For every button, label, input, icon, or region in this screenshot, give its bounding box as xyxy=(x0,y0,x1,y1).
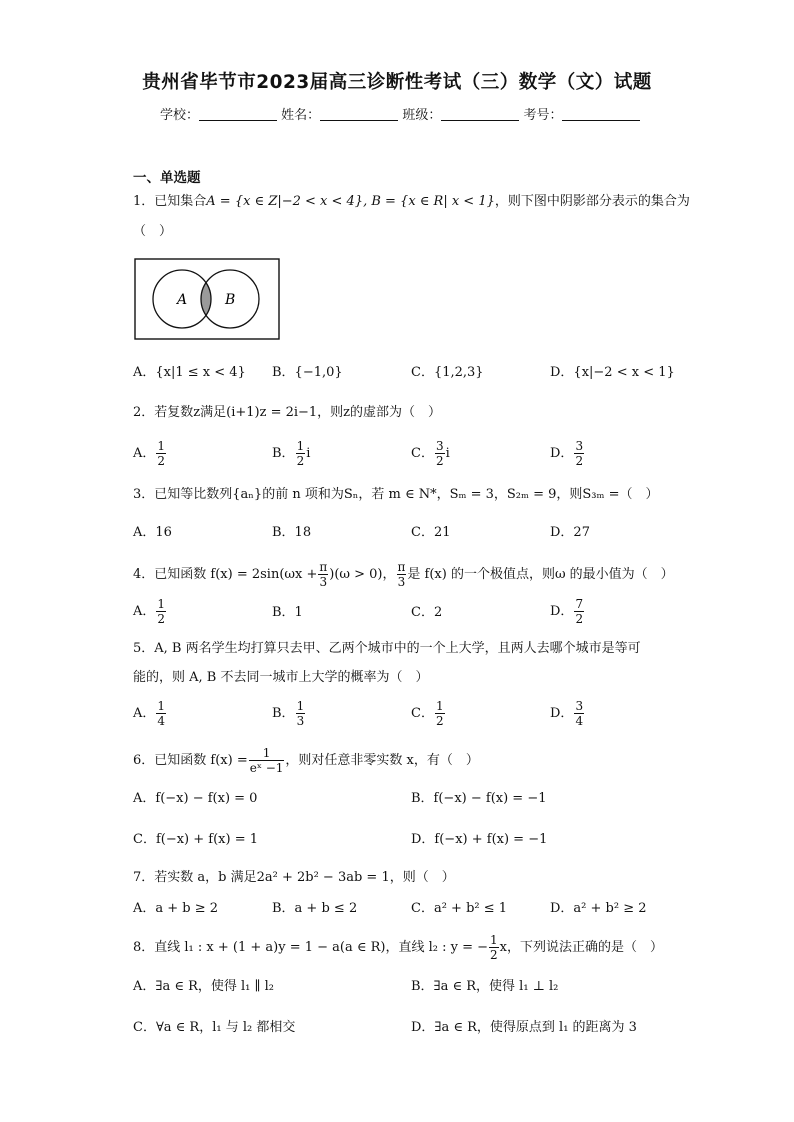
q5-option-d-fraction xyxy=(574,700,584,727)
q7-stem: 7．若实数 a，b 满足2a² + 2b² − 3ab = 1，则（ ） xyxy=(133,870,455,885)
q2-option-c-label: C． xyxy=(411,446,434,461)
q2-option-c[interactable] xyxy=(411,440,450,467)
denominator: 3 xyxy=(296,714,305,728)
school-label: 学校： xyxy=(160,108,200,123)
denominator: eˣ −1 xyxy=(249,761,284,775)
q3-option-c[interactable]: C．21 xyxy=(411,525,451,540)
q2-option-d[interactable] xyxy=(550,440,585,467)
q6-stem xyxy=(133,747,479,774)
denominator: 2 xyxy=(575,612,584,626)
numerator: π xyxy=(319,560,328,574)
q1-paren: （ ） xyxy=(133,224,173,239)
denominator: 2 xyxy=(157,454,166,468)
q4-stem-text: 4．已知函数 f(x) = 2sin(ωx + xyxy=(133,567,318,582)
q1-option-b[interactable]: B．{−1,0} xyxy=(272,365,343,380)
q8-option-a[interactable]: A．∃a ∈ R，使得 l₁ ∥ l₂ xyxy=(133,979,275,994)
venn-label-a: A xyxy=(177,292,188,308)
q8-fraction xyxy=(489,934,499,961)
class-blank[interactable] xyxy=(441,107,519,121)
q2-option-b[interactable] xyxy=(272,440,310,467)
q2-option-a-label: A． xyxy=(133,446,156,461)
numerator: 1 xyxy=(157,597,166,611)
denominator: 4 xyxy=(157,714,166,728)
numerator: 1 xyxy=(157,699,166,713)
q3-option-d[interactable]: D．27 xyxy=(550,525,590,540)
numerator: 3 xyxy=(575,439,584,453)
q1-stem-text: 1．已知集合 xyxy=(133,194,207,209)
numerator: π xyxy=(397,560,406,574)
q6-stem-text: 6．已知函数 f(x) = xyxy=(133,753,248,768)
q5-option-d[interactable] xyxy=(550,700,585,727)
q4-pi-fraction-2 xyxy=(397,561,407,588)
id-blank[interactable] xyxy=(562,107,640,121)
q5-stem-line-1: 5．A, B 两名学生均打算只去甲、乙两个城市中的一个上大学，且两人去哪个城市是等可 xyxy=(133,641,641,656)
q6-fraction xyxy=(249,747,285,774)
class-label: 班级： xyxy=(402,108,442,123)
q3-option-b[interactable]: B．18 xyxy=(272,525,312,540)
q5-option-a-label: A． xyxy=(133,706,156,721)
q4-option-a-label: A． xyxy=(133,604,156,619)
q1-option-a[interactable]: A．{x|1 ≤ x < 4} xyxy=(133,365,246,380)
q1-stem xyxy=(133,193,690,211)
q8-option-d[interactable]: D．∃a ∈ R，使得原点到 l₁ 的距离为 3 xyxy=(411,1020,637,1035)
q7-option-c[interactable]: C．a² + b² ≤ 1 xyxy=(411,901,508,916)
numerator: 1 xyxy=(490,933,498,947)
denominator: 2 xyxy=(575,454,584,468)
q2-stem: 2．若复数z满足(i+1)z = 2i−1，则z的虚部为（ ） xyxy=(133,405,442,420)
q5-option-d-label: D． xyxy=(550,706,574,721)
q8-option-b[interactable]: B．∃a ∈ R，使得 l₁ ⊥ l₂ xyxy=(411,979,559,994)
q7-option-a[interactable]: A．a + b ≥ 2 xyxy=(133,901,219,916)
q4-option-d-label: D． xyxy=(550,604,574,619)
q7-option-d[interactable]: D．a² + b² ≥ 2 xyxy=(550,901,647,916)
q5-option-c-fraction xyxy=(435,700,445,727)
q2-option-c-tail: i xyxy=(445,446,450,461)
id-label: 考号： xyxy=(523,108,563,123)
denominator: 2 xyxy=(490,948,498,962)
q2-option-a[interactable] xyxy=(133,440,167,467)
q4-stem-mid: )(ω > 0)， xyxy=(329,567,396,582)
numerator: 1 xyxy=(435,699,444,713)
denominator: 2 xyxy=(435,714,444,728)
q3-option-a[interactable]: A．16 xyxy=(133,525,172,540)
school-blank[interactable] xyxy=(199,107,277,121)
numerator: 3 xyxy=(435,439,444,453)
section-heading: 一、单选题 xyxy=(133,170,201,186)
q5-stem-line-2: 能的，则 A, B 不去同一城市上大学的概率为（ ） xyxy=(133,670,429,685)
q2-option-d-fraction xyxy=(574,440,584,467)
q2-option-b-label: B． xyxy=(272,446,295,461)
q8-stem xyxy=(133,934,663,961)
numerator: 1 xyxy=(157,439,166,453)
q5-option-a-fraction xyxy=(156,700,166,727)
numerator: 1 xyxy=(296,699,305,713)
q4-pi-fraction xyxy=(318,561,328,588)
numerator: 7 xyxy=(575,597,584,611)
q1-option-c[interactable]: C．{1,2,3} xyxy=(411,365,484,380)
q1-sets: A = {x ∈ Z|−2 < x < 4}, B = {x ∈ R| x < 1} xyxy=(206,194,495,209)
q5-option-c-label: C． xyxy=(411,706,434,721)
q2-option-a-fraction xyxy=(156,440,166,467)
exam-title: 贵州省毕节市2023届高三诊断性考试（三）数学（文）试题 xyxy=(142,72,652,93)
q3-stem: 3．已知等比数列{aₙ}的前 n 项和为Sₙ，若 m ∈ N*，Sₘ = 3，S₂ₘ = 9，则S₃ₘ =（ ） xyxy=(133,487,659,502)
q8-option-c[interactable]: C．∀a ∈ R，l₁ 与 l₂ 都相交 xyxy=(133,1020,296,1035)
q5-option-a[interactable] xyxy=(133,700,167,727)
q7-option-b[interactable]: B．a + b ≤ 2 xyxy=(272,901,358,916)
q2-option-b-fraction xyxy=(296,440,306,467)
q1-stem-tail: ，则下图中阴影部分表示的集合为 xyxy=(494,194,690,209)
q6-option-a[interactable]: A．f(−x) − f(x) = 0 xyxy=(133,791,258,806)
q2-option-c-fraction xyxy=(435,440,445,467)
q8-stem-tail: x，下列说法正确的是（ ） xyxy=(499,940,664,955)
numerator: 1 xyxy=(249,747,285,761)
q5-option-b-fraction xyxy=(296,700,306,727)
q6-option-b[interactable]: B．f(−x) − f(x) = −1 xyxy=(411,791,547,806)
q4-stem-tail: 是 f(x) 的一个极值点，则ω 的最小值为（ ） xyxy=(407,567,674,582)
numerator: 1 xyxy=(296,439,305,453)
student-info-line xyxy=(160,104,640,123)
q4-option-d-fraction xyxy=(574,598,584,625)
venn-diagram xyxy=(134,258,280,340)
q8-stem-text: 8．直线 l₁ : x + (1 + a)y = 1 − a(a ∈ R)，直线 l₂ : y = − xyxy=(133,940,489,955)
denominator: 2 xyxy=(435,454,444,468)
q4-option-a[interactable] xyxy=(133,598,167,625)
venn-label-b: B xyxy=(225,292,236,308)
q6-option-d[interactable]: D．f(−x) + f(x) = −1 xyxy=(411,832,548,847)
q4-option-d[interactable] xyxy=(550,598,585,625)
q5-option-b[interactable] xyxy=(272,700,306,727)
q2-option-d-label: D． xyxy=(550,446,574,461)
q6-option-c[interactable]: C．f(−x) + f(x) = 1 xyxy=(133,832,258,847)
q5-option-c[interactable] xyxy=(411,700,446,727)
denominator: 2 xyxy=(157,612,166,626)
q1-option-d[interactable]: D．{x|−2 < x < 1} xyxy=(550,365,675,380)
denominator: 3 xyxy=(319,575,328,589)
q4-option-a-fraction xyxy=(156,598,166,625)
denominator: 3 xyxy=(397,575,406,589)
q2-option-b-tail: i xyxy=(306,446,311,461)
name-label: 姓名： xyxy=(281,108,321,123)
numerator: 3 xyxy=(575,699,584,713)
denominator: 2 xyxy=(296,454,305,468)
name-blank[interactable] xyxy=(320,107,398,121)
q4-stem xyxy=(133,561,674,588)
denominator: 4 xyxy=(575,714,584,728)
q6-stem-tail: ，则对任意非零实数 x，有（ ） xyxy=(285,753,479,768)
q5-option-b-label: B． xyxy=(272,706,295,721)
q4-option-b[interactable]: B．1 xyxy=(272,605,303,620)
q4-option-c[interactable]: C．2 xyxy=(411,605,443,620)
